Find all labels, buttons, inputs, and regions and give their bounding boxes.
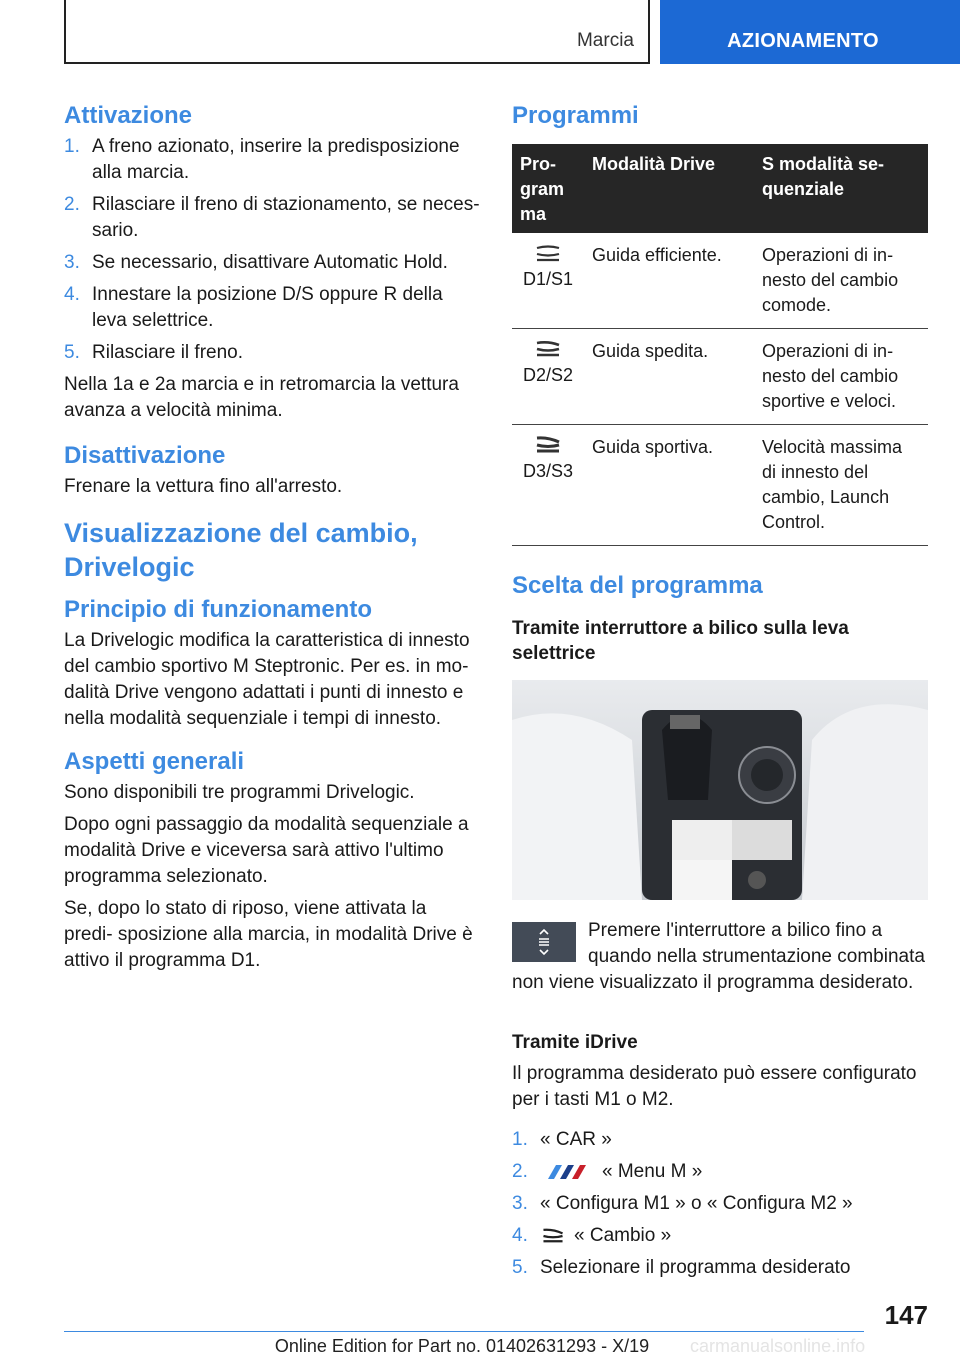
list-item: 1. « CAR » <box>512 1129 612 1150</box>
programs-table <box>512 144 928 546</box>
program-cell: D3/S3 <box>512 425 584 546</box>
drivelogic-icon <box>540 1226 566 1246</box>
principle-text: La Drivelogic modifica la caratteristica di innesto del cambio sportivo M Steptronic. Per es. in mo‐ dalità Drive vengono adattati i punti di innesto e nella modalità sequenziale i tempi di innesto. <box>64 630 470 729</box>
page-number: 147 <box>884 1300 928 1330</box>
activation-note: Nella 1a e 2a marcia e in retromarcia la vettura avanza a velocità minima. <box>64 374 459 421</box>
right-column <box>512 100 928 1287</box>
drive-cell: Guida spedita. <box>584 329 754 425</box>
list-item: 3. « Configura M1 » o « Configura M2 » <box>512 1193 853 1214</box>
header-chapter-label: AZIONAMENTO <box>727 30 879 52</box>
list-item: 5. Rilasciare il freno. <box>64 342 243 363</box>
footer-watermark: carmanualsonline.info <box>690 1336 866 1356</box>
list-item: 5. Selezionare il programma desiderato <box>512 1257 851 1278</box>
list-item: 3. Se necessario, disattivare Automatic Hold. <box>64 252 448 273</box>
col-header-program: Pro‐ gram ma <box>512 144 584 233</box>
seq-cell: Velocità massima di innesto del cambio, Launch Control. <box>754 425 928 546</box>
col-header-drive: Modalità Drive <box>584 144 754 233</box>
rocker-subheading: Tramite interruttore a bilico sulla leva selettrice <box>512 618 849 664</box>
list-item: 1. A freno azionato, inserire la predisposizione alla marcia. <box>64 136 460 183</box>
program-cell: D2/S2 <box>512 329 584 425</box>
general-p3: Se, dopo lo stato di riposo, viene attivata la predi‐ sposizione alla marcia, in modalità Drive è attivo il programma D1. <box>64 898 473 971</box>
table-row <box>512 233 928 329</box>
drivelogic-3-icon <box>533 435 563 455</box>
general-p2: Dopo ogni passaggio da modalità sequenziale a modalità Drive e viceversa sarà attivo l'ultimo programma selezionato. <box>64 814 469 887</box>
list-item: 4. Innestare la posizione D/S oppure R della leva selettrice. <box>64 284 443 331</box>
program-cell: D1/S1 <box>512 233 584 329</box>
rocker-text: Premere l'interruttore a bilico fino a quando nella strumentazione combinata non viene visualizzato il programma desiderato. <box>512 920 925 993</box>
list-item: 2. Rilasciare il freno di stazionamento, se neces‐ sario. <box>64 194 480 241</box>
col-header-sequential: S modalità se‐ quenziale <box>754 144 928 233</box>
seq-cell: Operazioni di in‐ nesto del cambio comode. <box>754 233 928 329</box>
gear-selector-photo <box>512 680 928 900</box>
activation-heading: Attivazione <box>64 102 193 129</box>
header-chapter-tab <box>660 0 960 64</box>
selection-heading: Scelta del programma <box>512 572 763 599</box>
list-item: 4. « Cambio » <box>512 1225 672 1246</box>
general-heading: Aspetti generali <box>64 748 245 775</box>
drivelogic-heading: Visualizzazione del cambio, Drivelogic <box>64 518 418 582</box>
drivelogic-1-icon <box>533 243 563 263</box>
drive-cell: Guida efficiente. <box>584 233 754 329</box>
rocker-instruction <box>512 918 928 1002</box>
header-section-label: Marcia <box>576 30 634 51</box>
idrive-text: Il programma desiderato può essere configurato per i tasti M1 o M2. <box>512 1063 917 1110</box>
drive-cell: Guida sportiva. <box>584 425 754 546</box>
idrive-subheading: Tramite iDrive <box>512 1032 638 1053</box>
drivelogic-2-icon <box>533 339 563 359</box>
m-menu-icon <box>540 1163 594 1181</box>
idrive-steps <box>512 1127 928 1281</box>
table-row <box>512 425 928 546</box>
activation-steps <box>64 134 480 366</box>
footer-edition: Online Edition for Part no. 01402631293 - X/19 <box>274 1336 650 1356</box>
table-header-row <box>512 144 928 233</box>
seq-cell: Operazioni di in‐ nesto del cambio sportive e veloci. <box>754 329 928 425</box>
rocker-switch-icon <box>512 922 576 962</box>
deactivation-text: Frenare la vettura fino all'arresto. <box>64 476 343 497</box>
table-row <box>512 329 928 425</box>
programs-heading: Programmi <box>512 102 639 129</box>
footer-divider <box>64 1331 864 1332</box>
general-p1: Sono disponibili tre programmi Drivelogic. <box>64 782 415 803</box>
principle-heading: Principio di funzionamento <box>64 596 372 623</box>
left-column <box>64 100 480 980</box>
list-item: 2. « Menu M » <box>512 1161 703 1182</box>
header-section-box <box>64 0 650 64</box>
deactivation-heading: Disattivazione <box>64 442 226 469</box>
